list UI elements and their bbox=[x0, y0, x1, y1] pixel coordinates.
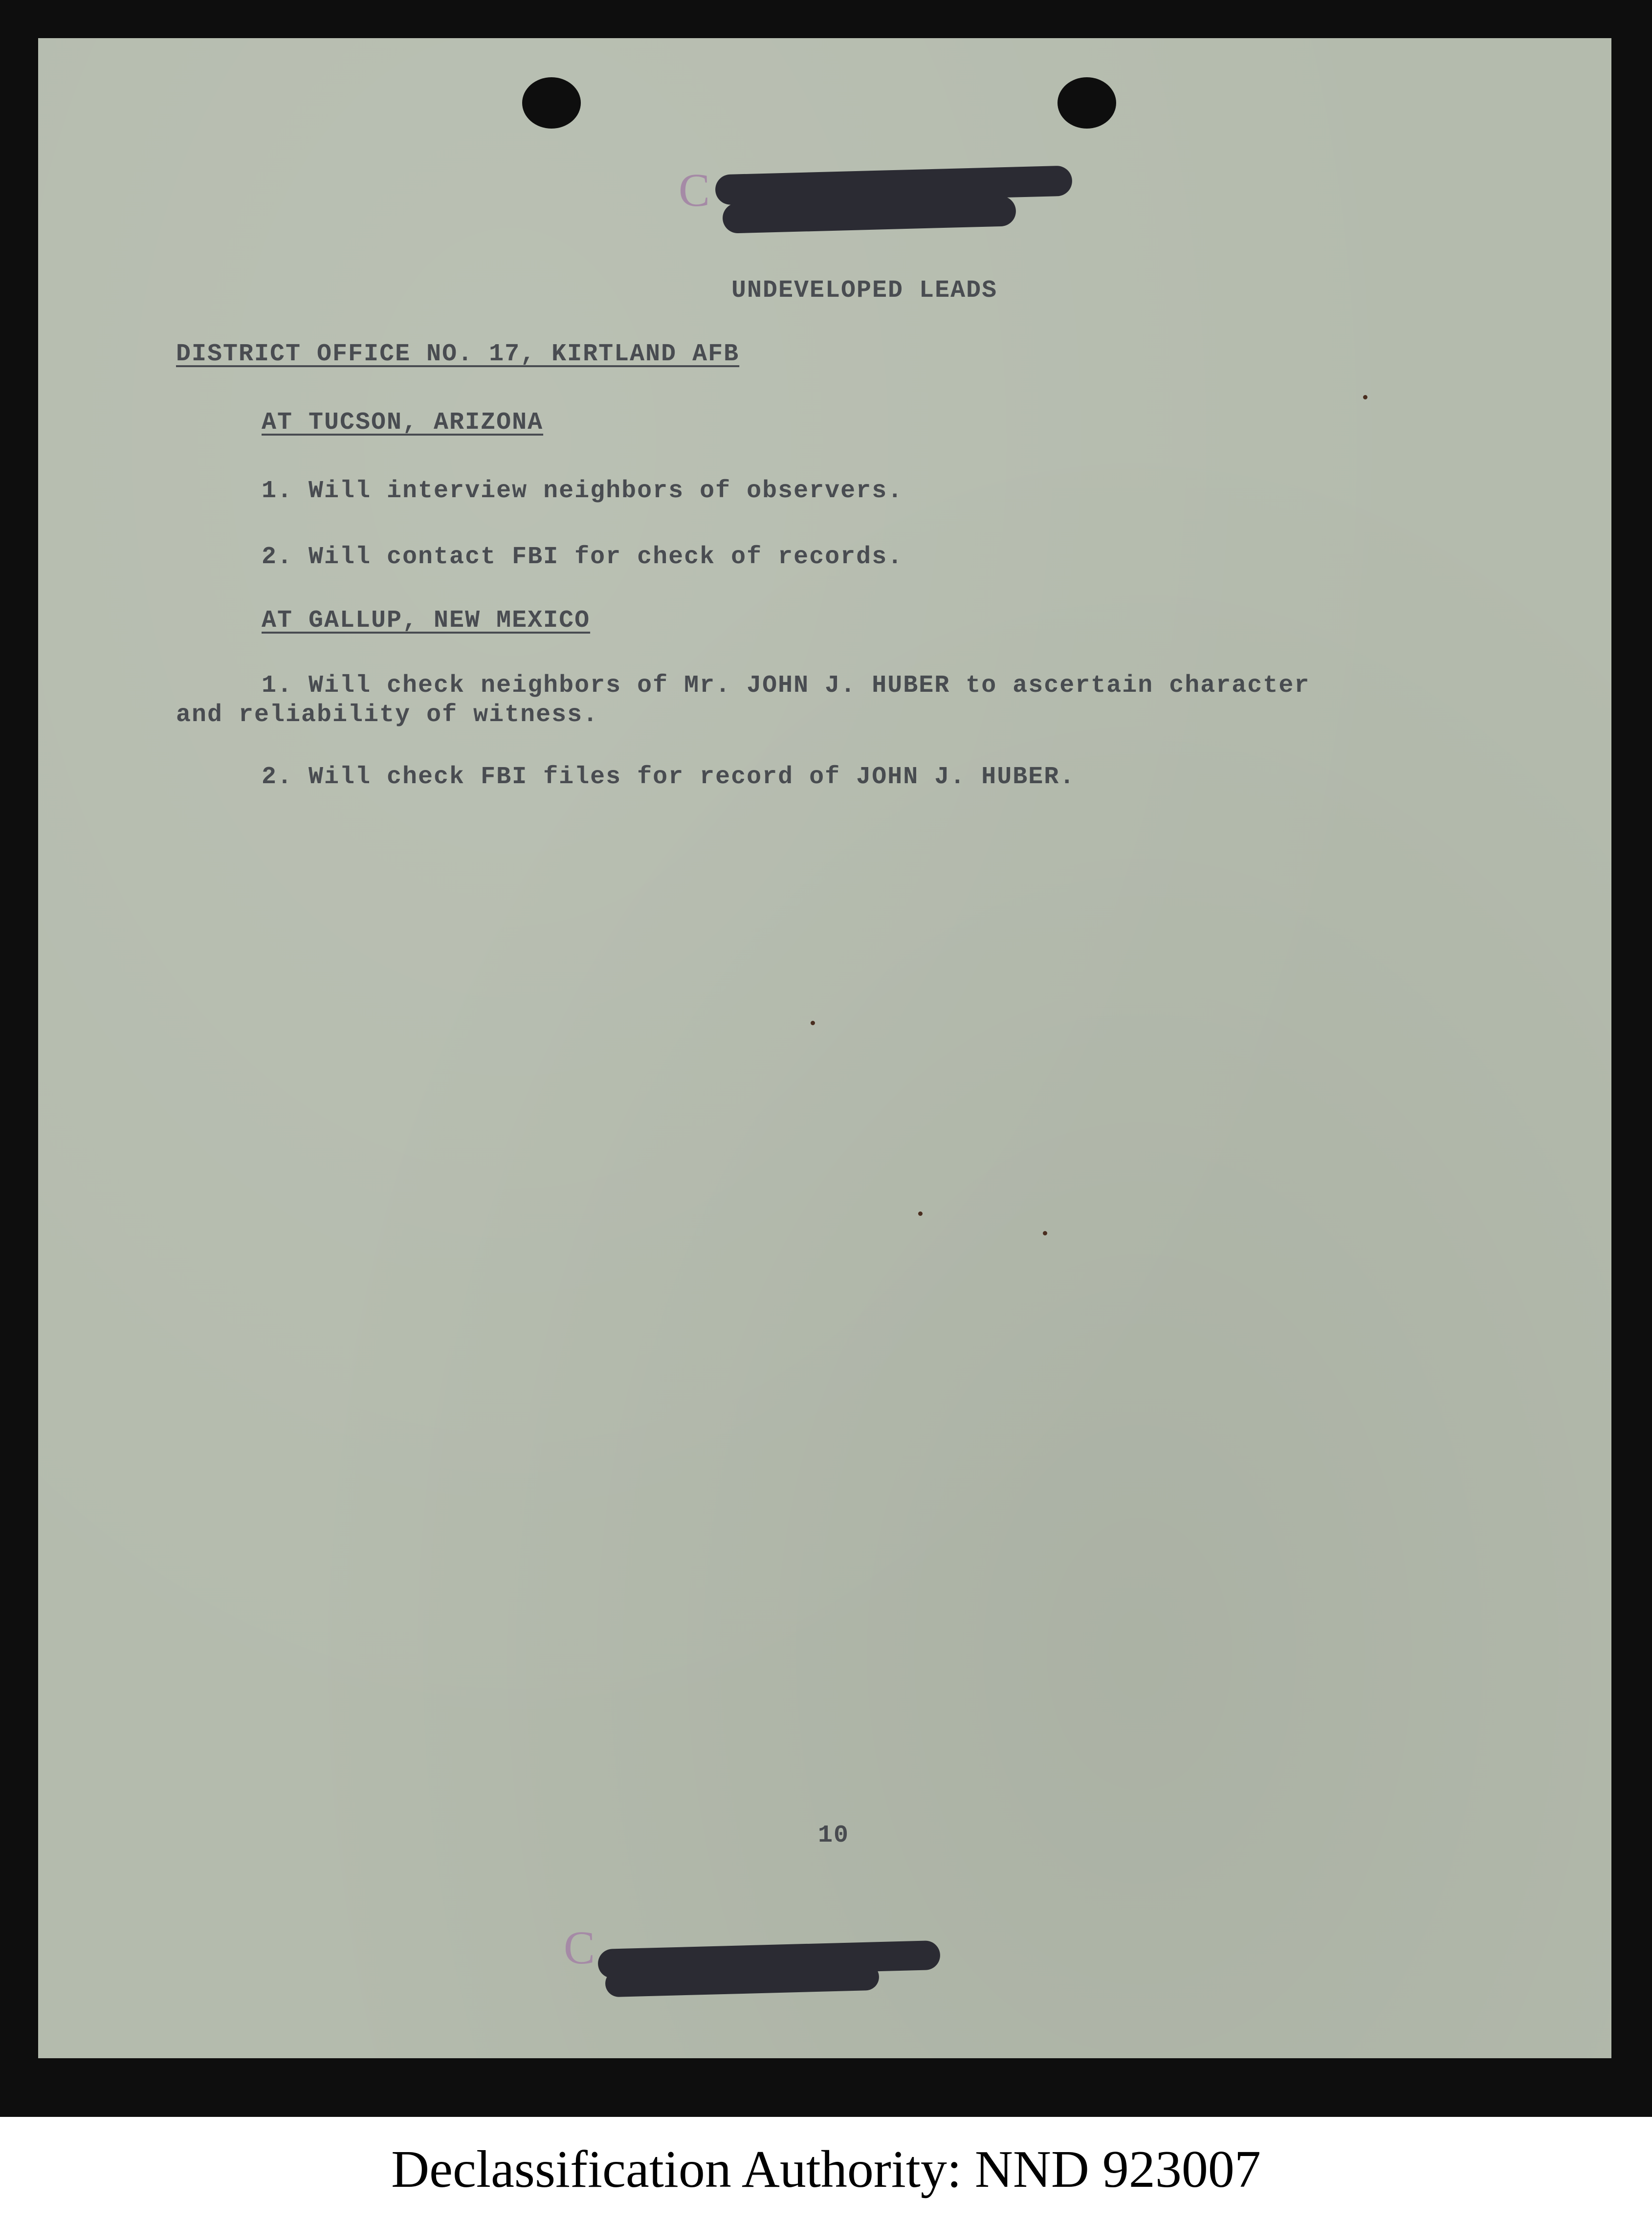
page-number: 10 bbox=[818, 1822, 850, 1849]
paper-speck bbox=[1043, 1231, 1047, 1235]
lead-item: 2. Will contact FBI for check of records. bbox=[262, 543, 903, 571]
lead-item: 2. Will check FBI files for record of JOHN J. HUBER. bbox=[262, 763, 1076, 791]
lead-item: 1. Will check neighbors of Mr. JOHN J. HUBER to ascertain character bbox=[262, 672, 1310, 700]
district-office-heading: DISTRICT OFFICE NO. 17, KIRTLAND AFB bbox=[176, 340, 740, 368]
punch-hole-left bbox=[522, 77, 581, 129]
section-location-gallup: AT GALLUP, NEW MEXICO bbox=[262, 607, 591, 635]
classification-stamp-top: C bbox=[679, 164, 710, 216]
lead-item: 1. Will interview neighbors of observers. bbox=[262, 477, 903, 505]
punch-hole-right bbox=[1057, 77, 1116, 129]
paper-speck bbox=[811, 1021, 815, 1025]
document-page bbox=[38, 38, 1611, 2058]
lead-item-continuation: and reliability of witness. bbox=[176, 701, 599, 729]
page-heading: UNDEVELOPED LEADS bbox=[731, 277, 998, 305]
paper-speck bbox=[1363, 395, 1367, 399]
section-location-tucson: AT TUCSON, ARIZONA bbox=[262, 409, 544, 437]
classification-stamp-bottom: C bbox=[564, 1921, 595, 1974]
declassification-footer: Declassification Authority: NND 923007 bbox=[391, 2140, 1261, 2199]
paper-speck bbox=[918, 1211, 923, 1216]
